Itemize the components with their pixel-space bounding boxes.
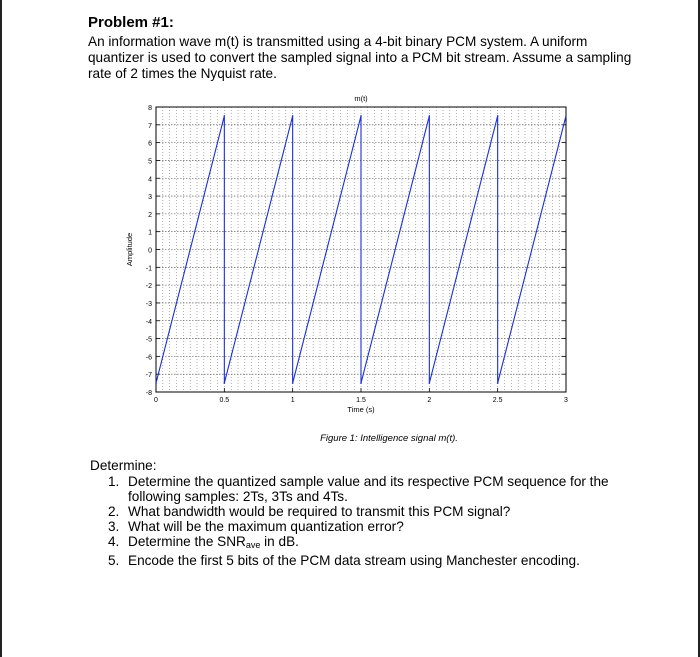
x-tick-label: 2 — [427, 397, 432, 404]
y-axis-label: Amplitude — [125, 232, 134, 267]
series-point — [565, 115, 567, 117]
figure-caption-text: Figure 1: Intelligence signal m(t). — [320, 433, 458, 444]
series-point — [497, 115, 499, 117]
question-item — [108, 474, 648, 504]
question-number: 5. — [108, 553, 120, 568]
y-tick-label: -4 — [145, 318, 152, 326]
question-item — [108, 519, 648, 534]
y-tick-label: 5 — [148, 158, 152, 166]
y-tick-label: -8 — [145, 390, 152, 397]
question-text: What bandwidth would be required to transmit this PCM signal? — [128, 504, 511, 519]
problem-title: Problem #1: — [88, 14, 174, 31]
question-number: 1. — [108, 474, 120, 489]
subscript-ave: ave — [245, 540, 261, 550]
x-tick-label: 3 — [564, 397, 568, 404]
question-list — [108, 474, 648, 568]
y-tick-label: -3 — [145, 300, 152, 308]
y-tick-label: -7 — [145, 372, 152, 380]
y-tick-label: 6 — [148, 140, 152, 148]
figure-caption — [0, 433, 700, 444]
series-point — [224, 382, 226, 384]
y-tick-label: 2 — [148, 211, 152, 219]
x-tick-label: 1 — [290, 397, 295, 404]
y-tick-label: -5 — [145, 336, 152, 344]
y-tick-label: 1 — [148, 229, 152, 237]
question-text: Determine the quantized sample value and its respective PCM sequence for the following samples: 2Ts, 3Ts and 4Ts. — [128, 474, 609, 504]
series-point — [292, 115, 294, 117]
question-item — [108, 504, 648, 519]
x-tick-label: 0 — [154, 397, 158, 404]
y-tick-label: 4 — [148, 176, 152, 184]
x-tick-label: 1.5 — [356, 397, 366, 404]
intro-line-2: quantizer is used to convert the sampled signal into a PCM bit stream. Assume a sampling — [88, 50, 632, 65]
y-tick-label: 0 — [148, 247, 152, 255]
x-tick-label: 0.5 — [219, 397, 230, 404]
question-text-part: in dB. — [260, 534, 299, 549]
y-tick-label: -2 — [145, 283, 152, 291]
y-tick-label: -1 — [145, 265, 152, 273]
series-point — [360, 382, 362, 384]
question-text: What will be the maximum quantization error? — [128, 519, 404, 534]
y-tick-label: 3 — [148, 194, 152, 202]
question-text: Encode the first 5 bits of the PCM data stream using Manchester encoding. — [128, 553, 580, 568]
y-tick-label: 7 — [148, 122, 152, 130]
intro-line-3: rate of 2 times the Nyquist rate. — [88, 66, 277, 81]
question-text-part: Determine the SNR — [128, 534, 246, 549]
series-point — [224, 115, 226, 117]
series-point — [155, 382, 157, 384]
question-text — [128, 534, 648, 553]
question-number: 3. — [108, 519, 120, 534]
x-tick-label: 2.5 — [492, 397, 503, 404]
series-point — [360, 115, 362, 117]
chart-title: m(t) — [354, 94, 368, 103]
determine-heading: Determine: — [90, 458, 157, 473]
y-tick-label: -6 — [145, 354, 152, 362]
y-tick-label: 8 — [148, 105, 152, 112]
x-axis-label: Time (s) — [347, 405, 375, 414]
series-point — [497, 382, 499, 384]
intro-line-1-text: An information wave m(t) is transmitted using a 4-bit binary PCM system. A uniform — [88, 34, 588, 49]
series-point — [429, 115, 431, 117]
series-point — [429, 382, 431, 384]
question-item — [108, 553, 648, 568]
question-number: 2. — [108, 504, 120, 519]
series-point — [292, 382, 294, 384]
question-number: 4. — [108, 534, 120, 549]
question-item — [108, 534, 648, 553]
